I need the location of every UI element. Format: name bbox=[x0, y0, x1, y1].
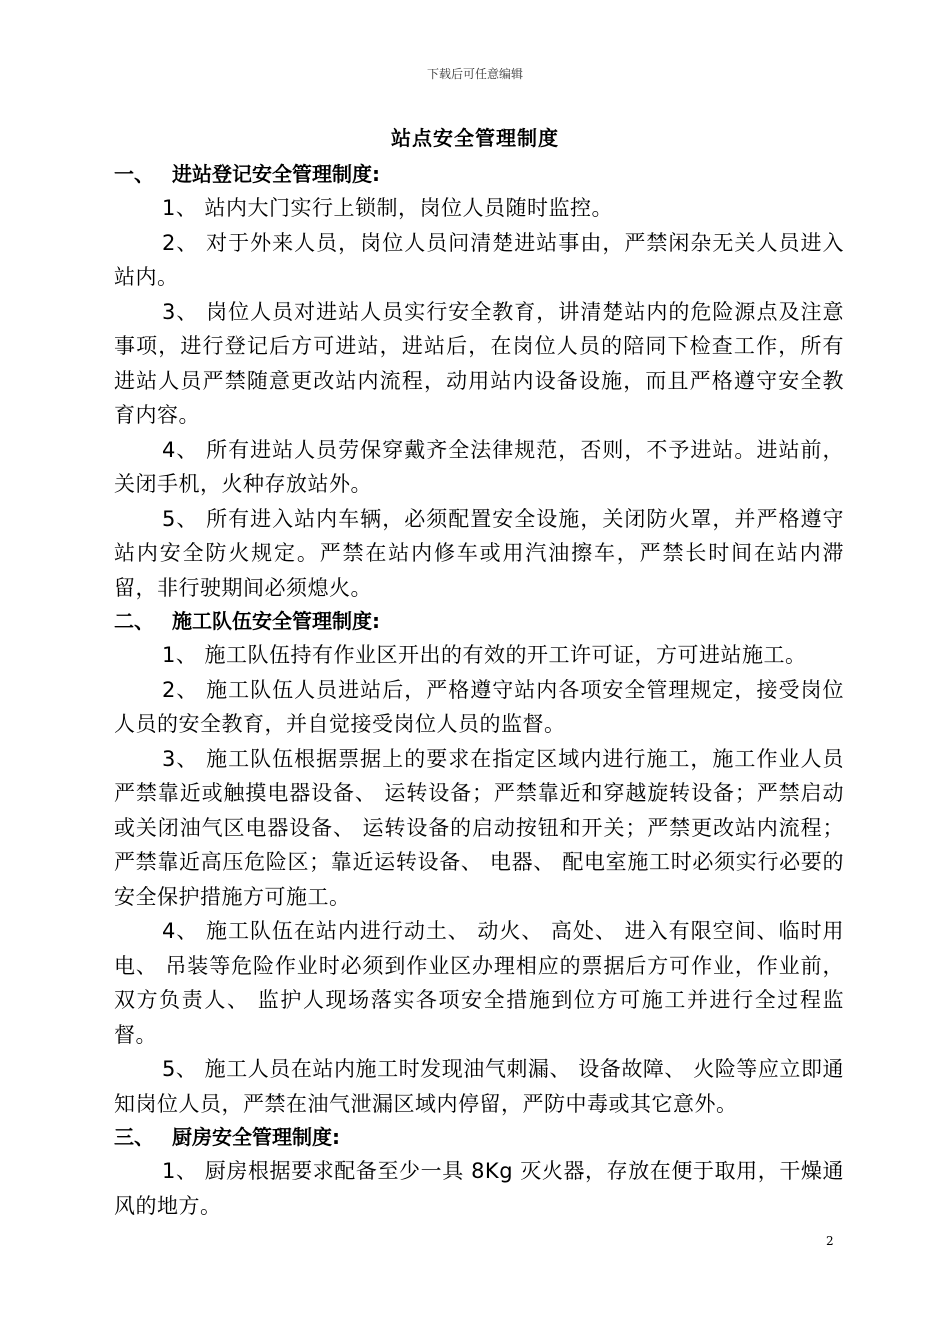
section-number: 二、 bbox=[114, 609, 154, 633]
document-body bbox=[114, 158, 844, 1223]
paragraph: 1、 站内大门实行上锁制，岗位人员随时监控。 bbox=[162, 196, 614, 220]
paragraph: 3、 岗位人员对进站人员实行安全教育，讲清楚站内的危险源点及注意事项，进行登记后方可进站，进站后，在岗位人员的陪同下检查工作，所有进站人员严禁随意更改站内流程，动用站内设备设施，而且严格遵守安全教育内容。 bbox=[114, 299, 844, 427]
section-number: 一、 bbox=[114, 162, 154, 186]
paragraph: 5、 施工人员在站内施工时发现油气刺漏、 设备故障、 火险等应立即通知岗位人员，严禁在油气泄漏区域内停留，严防中毒或其它意外。 bbox=[114, 1057, 844, 1116]
section-title: 进站登记安全管理制度: bbox=[172, 162, 380, 186]
page-number: 2 bbox=[826, 1234, 834, 1248]
section-title: 厨房安全管理制度: bbox=[172, 1125, 340, 1149]
header-note: 下载后可任意编辑 bbox=[426, 67, 523, 81]
section-title: 施工队伍安全管理制度: bbox=[172, 609, 380, 633]
page-title: 站点安全管理制度 bbox=[391, 126, 559, 150]
paragraph: 4、 施工队伍在站内进行动土、 动火、 高处、 进入有限空间、临时用电、 吊装等危险作业时必须到作业区办理相应的票据后方可作业，作业前，双方负责人、 监护人现场落实各项安全措施到位方可施工并进行全过程监督。 bbox=[114, 919, 844, 1047]
paragraph: 1、 施工队伍持有作业区开出的有效的开工许可证，方可进站施工。 bbox=[162, 643, 807, 667]
paragraph: 1、 厨房根据要求配备至少一具 8Kg 灭火器，存放在便于取用，干燥通风的地方。 bbox=[114, 1159, 844, 1218]
section-heading bbox=[114, 1121, 844, 1154]
paragraph: 2、 施工队伍人员进站后，严格遵守站内各项安全管理规定，接受岗位人员的安全教育，并自觉接受岗位人员的监督。 bbox=[114, 677, 844, 736]
section-heading bbox=[114, 605, 844, 638]
paragraph: 5、 所有进入站内车辆，必须配置安全设施，关闭防火罩，并严格遵守站内安全防火规定。严禁在站内修车或用汽油擦车，严禁长时间在站内滞留，非行驶期间必须熄火。 bbox=[114, 506, 844, 600]
section-number: 三、 bbox=[114, 1125, 154, 1149]
section-heading bbox=[114, 158, 844, 191]
paragraph: 2、 对于外来人员，岗位人员问清楚进站事由，严禁闲杂无关人员进入站内。 bbox=[114, 230, 844, 289]
paragraph: 4、 所有进站人员劳保穿戴齐全法律规范，否则，不予进站。进站前，关闭手机，火种存放站外。 bbox=[114, 437, 844, 496]
paragraph: 3、 施工队伍根据票据上的要求在指定区域内进行施工，施工作业人员严禁靠近或触摸电器设备、 运转设备；严禁靠近和穿越旋转设备；严禁启动或关闭油气区电器设备、 运转设备的启动按钮和开关；严禁更改站内流程；严禁靠近高压危险区；靠近运转设备、 电器、 配电室施工时必须实行必要的安全保护措施方可施工。 bbox=[114, 746, 844, 909]
